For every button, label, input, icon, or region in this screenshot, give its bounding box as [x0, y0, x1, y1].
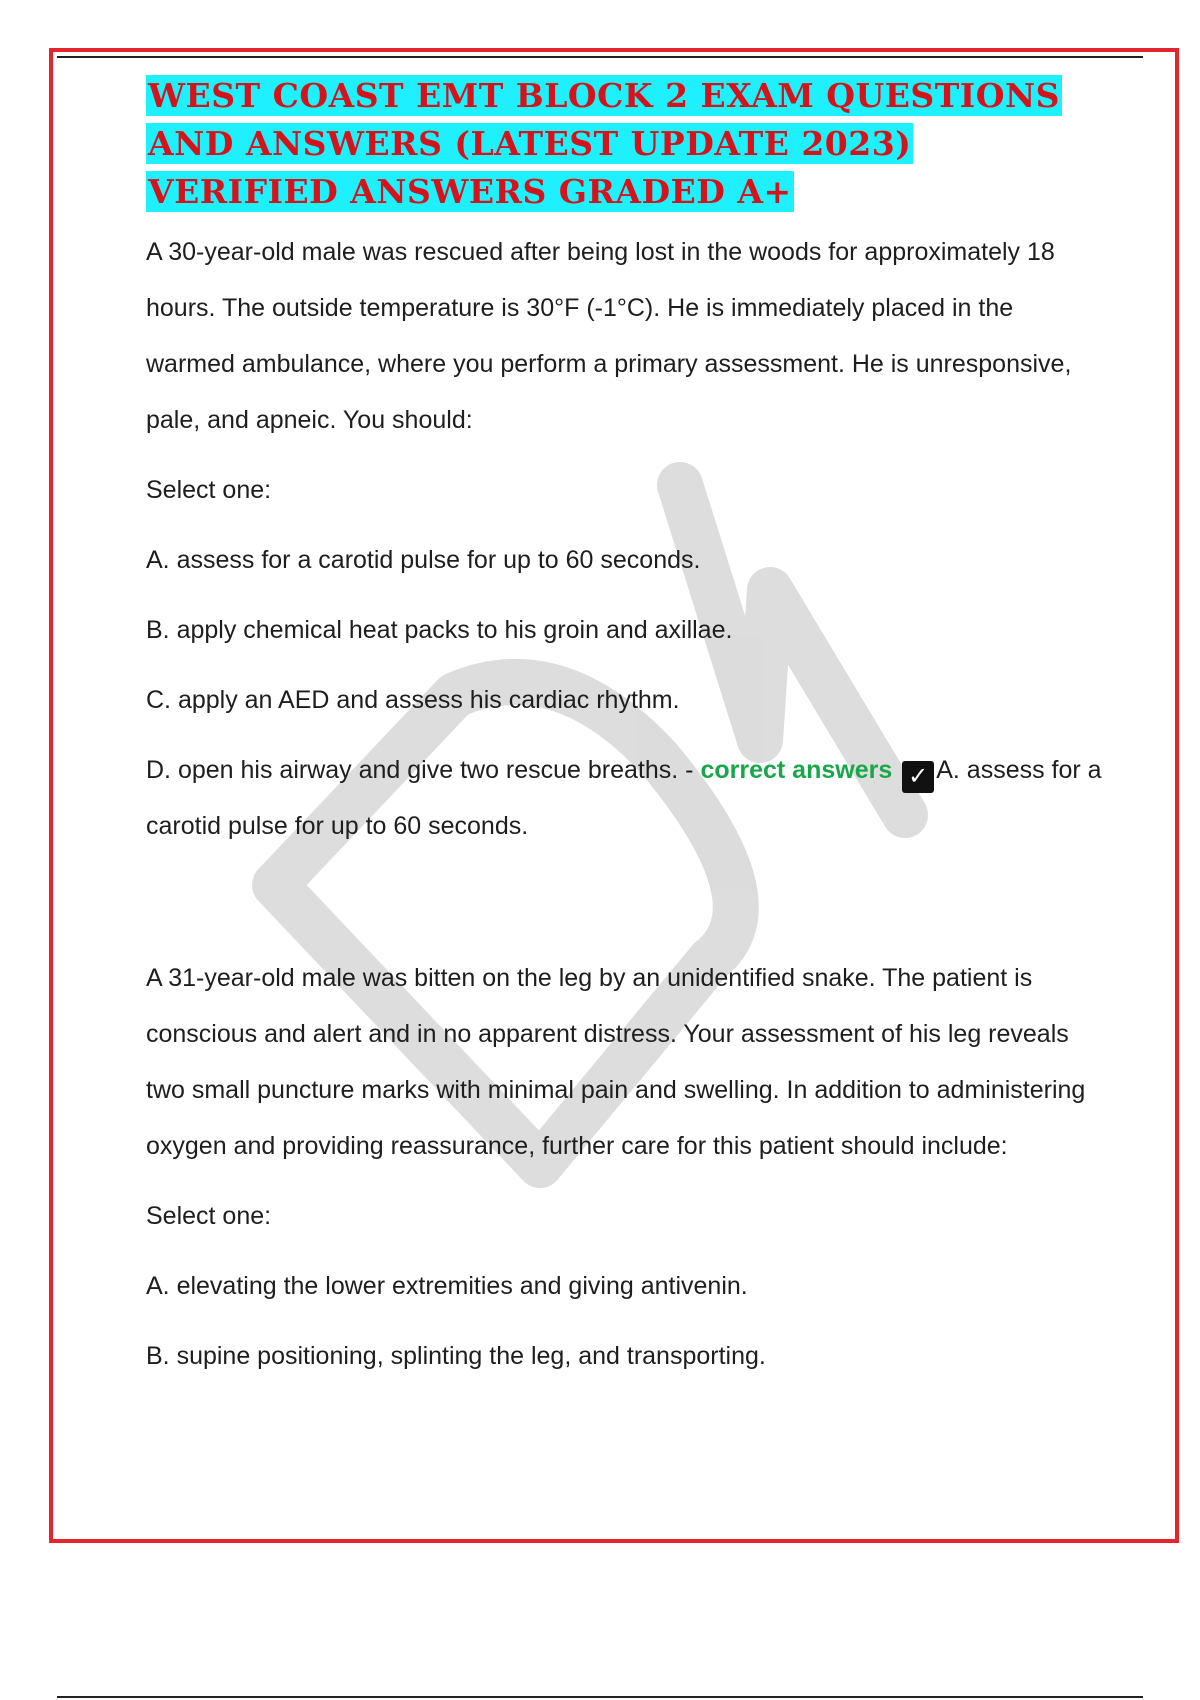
question-1-option-a: A. assess for a carotid pulse for up to 60 seconds.: [146, 546, 701, 574]
question-1-text: A 30-year-old male was rescued after being lost in the woods for approximately 18 hours. The outside temperature is 30°F (-1°C). He is immediately placed in the warmed ambulance, where you perform a primary assessment. He is unresponsive, pale, and apneic. You should:: [146, 238, 1072, 434]
question-1-option-d-with-answer: [146, 742, 1106, 854]
question-2-option-a: A. elevating the lower extremities and giving antivenin.: [146, 1272, 748, 1300]
answer-separator: -: [678, 756, 701, 784]
question-2-select-label: Select one:: [146, 1202, 272, 1230]
question-1-answer: A. assess for a carotid pulse for up to 60 seconds.: [146, 756, 1102, 840]
question-1-select-label: Select one:: [146, 476, 272, 504]
document-body: [146, 72, 1106, 1384]
question-1-option-d: D. open his airway and give two rescue breaths.: [146, 756, 679, 784]
question-1-option-c: C. apply an AED and assess his cardiac rhythm.: [146, 686, 680, 714]
question-spacer: [146, 854, 1106, 942]
question-1-option-b: B. apply chemical heat packs to his groin and axillae.: [146, 616, 733, 644]
title-highlight: WEST COAST EMT BLOCK 2 EXAM QUESTIONS AND ANSWERS (LATEST UPDATE 2023) VERIFIED ANSWERS GRADED A+: [148, 76, 1060, 211]
question-2-option-b: B. supine positioning, splinting the leg, and transporting.: [146, 1342, 766, 1370]
question-1: [146, 224, 1106, 854]
bottom-rule: [57, 1696, 1143, 1698]
question-2: [146, 950, 1106, 1384]
correct-answers-label: correct answers: [700, 756, 893, 784]
question-2-text: A 31-year-old male was bitten on the leg by an unidentified snake. The patient is conscious and alert and in no apparent distress. Your assessment of his leg reveals two small puncture marks with minimal pain and swelling. In addition to administering oxygen and providing reassurance, further care for this patient should include:: [146, 964, 1086, 1160]
check-box-icon: ✓: [902, 761, 934, 793]
document-title: [146, 72, 1106, 216]
